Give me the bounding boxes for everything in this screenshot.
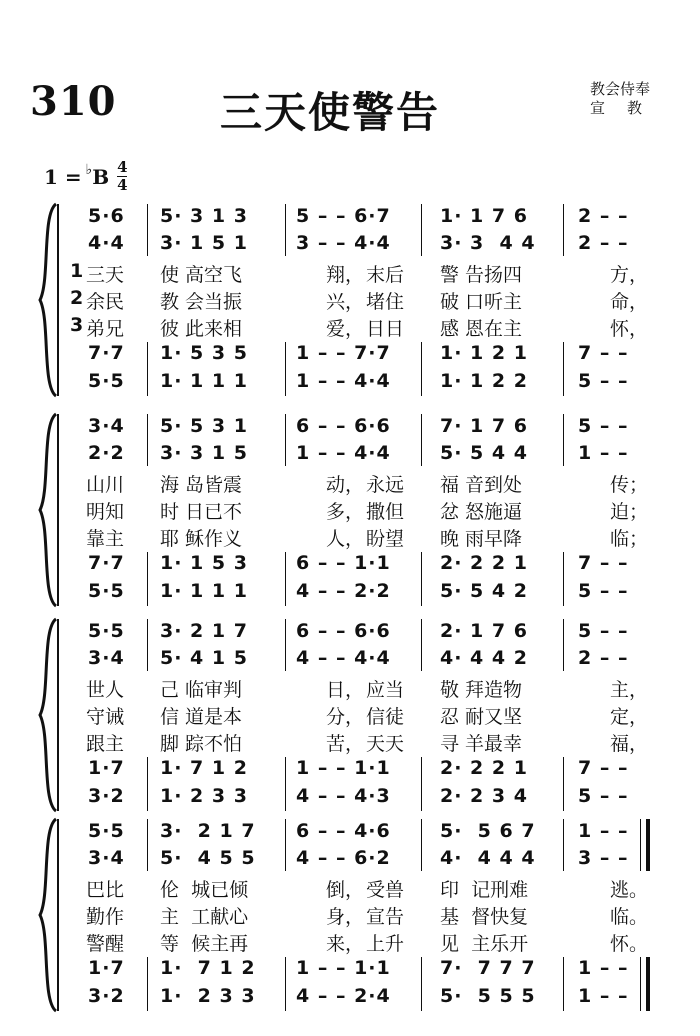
lyric-segment: 命， xyxy=(610,291,649,313)
lyric-segment: 警醒 xyxy=(86,933,125,955)
bass-measure: 5·5 xyxy=(88,580,125,602)
bass-notes-row xyxy=(0,580,700,606)
soprano-notes-row xyxy=(0,415,700,441)
tenor-notes-row xyxy=(0,757,700,783)
bass-measure: 1· 1 1 1 xyxy=(160,370,248,392)
lyric-segment: 弟兄 xyxy=(86,318,125,340)
alto-notes-row xyxy=(0,647,700,673)
soprano-measure: 3· 2 1 7 xyxy=(160,620,248,642)
lyric-segment: 守诫 xyxy=(86,706,125,728)
bass-measure: 4 – – 2·2 xyxy=(296,580,391,602)
lyric-line xyxy=(0,314,700,340)
lyric-segment: 敬 拜造物 xyxy=(440,679,523,701)
tenor-measure: 7 – – xyxy=(578,757,629,779)
lyric-segment: 受兽 xyxy=(366,879,405,901)
bass-notes-row xyxy=(0,370,700,396)
lyric-segment: 怀。 xyxy=(610,933,649,955)
lyric-line xyxy=(0,929,700,955)
bass-measure: 5 – – xyxy=(578,370,629,392)
tenor-measure: 7·7 xyxy=(88,552,125,574)
alto-measure: 3· 3 1 5 xyxy=(160,442,248,464)
verse-number: 2 xyxy=(70,287,84,309)
tenor-measure: 1· 1 5 3 xyxy=(160,552,248,574)
lyric-segment: 传； xyxy=(610,474,649,496)
soprano-measure: 6 – – 4·6 xyxy=(296,820,391,842)
soprano-notes-row xyxy=(0,820,700,846)
lyric-segment: 教 会当振 xyxy=(160,291,243,313)
tenor-notes-row xyxy=(0,342,700,368)
lyric-segment: 靠主 xyxy=(86,528,125,550)
alto-measure: 4· 4 4 2 xyxy=(440,647,528,669)
lyric-line xyxy=(0,524,700,550)
lyric-segment: 福， xyxy=(610,733,649,755)
tenor-measure: 7· 7 7 7 xyxy=(440,957,536,979)
bass-measure: 1 – – 4·4 xyxy=(296,370,391,392)
lyric-segment: 多， xyxy=(326,501,365,523)
soprano-measure: 1· 1 7 6 xyxy=(440,205,528,227)
lyric-segment: 基 督快复 xyxy=(440,906,529,928)
tenor-measure: 1· 7 1 2 xyxy=(160,957,256,979)
lyric-segment: 盼望 xyxy=(366,528,405,550)
soprano-measure: 5·6 xyxy=(88,205,125,227)
lyric-segment: 忍 耐又坚 xyxy=(440,706,523,728)
lyric-segment: 上升 xyxy=(366,933,405,955)
bass-measure: 1· 2 3 3 xyxy=(160,985,256,1007)
lyric-segment: 末后 xyxy=(366,264,405,286)
tenor-measure: 1 – – 7·7 xyxy=(296,342,391,364)
alto-measure: 4·4 xyxy=(88,232,125,254)
time-signature-bottom: 4 xyxy=(117,176,128,194)
alto-measure: 4· 4 4 4 xyxy=(440,847,536,869)
alto-measure: 4 – – 6·2 xyxy=(296,847,391,869)
lyric-segment: 等 候主再 xyxy=(160,933,249,955)
soprano-measure: 5·5 xyxy=(88,620,125,642)
bass-measure: 5· 5 5 5 xyxy=(440,985,536,1007)
bass-measure: 1· 2 3 3 xyxy=(160,785,248,807)
lyric-segment: 苦， xyxy=(326,733,365,755)
bass-measure: 4 – – 2·4 xyxy=(296,985,391,1007)
verse-number: 3 xyxy=(70,314,84,336)
tenor-measure: 2· 2 2 1 xyxy=(440,552,528,574)
lyric-segment: 使 高空飞 xyxy=(160,264,243,286)
lyric-segment: 印 记刑难 xyxy=(440,879,529,901)
lyric-segment: 兴， xyxy=(326,291,365,313)
lyric-line xyxy=(0,470,700,496)
lyric-segment: 时 日已不 xyxy=(160,501,243,523)
lyric-segment: 信徒 xyxy=(366,706,405,728)
lyric-segment: 勤作 xyxy=(86,906,125,928)
bass-measure: 3·2 xyxy=(88,785,125,807)
lyric-segment: 脚 踪不怕 xyxy=(160,733,243,755)
lyric-segment: 破 口听主 xyxy=(440,291,523,313)
lyric-segment: 耶 稣作义 xyxy=(160,528,243,550)
alto-notes-row xyxy=(0,232,700,258)
category-line-2: 宣教 xyxy=(590,99,665,117)
tenor-measure: 1· 7 1 2 xyxy=(160,757,248,779)
lyric-segment: 己 临审判 xyxy=(160,679,243,701)
flat-icon: ♭ xyxy=(85,161,93,178)
hymn-category xyxy=(590,80,664,118)
lyric-segment: 撒但 xyxy=(366,501,405,523)
score-system xyxy=(0,410,700,610)
lyric-segment: 来， xyxy=(326,933,365,955)
lyric-segment: 分， xyxy=(326,706,365,728)
lyric-line xyxy=(0,287,700,313)
bass-measure: 1· 1 2 2 xyxy=(440,370,528,392)
tenor-measure: 1·7 xyxy=(88,957,125,979)
alto-measure: 4 – – 4·4 xyxy=(296,647,391,669)
soprano-measure: 5 – – xyxy=(578,415,629,437)
alto-measure: 2 – – xyxy=(578,647,629,669)
category-line-1: 教会侍奉 xyxy=(590,80,651,98)
soprano-measure: 2· 1 7 6 xyxy=(440,620,528,642)
lyric-segment: 翔， xyxy=(326,264,365,286)
lyric-segment: 主 工献心 xyxy=(160,906,249,928)
lyric-segment: 世人 xyxy=(86,679,125,701)
lyric-segment: 日， xyxy=(326,679,365,701)
lyric-line xyxy=(0,497,700,523)
tenor-measure: 1 – – xyxy=(578,957,629,979)
bass-notes-row xyxy=(0,785,700,811)
bass-measure: 4 – – 4·3 xyxy=(296,785,391,807)
tenor-notes-row xyxy=(0,957,700,983)
lyric-segment: 福 音到处 xyxy=(440,474,523,496)
lyric-segment: 主， xyxy=(610,679,649,701)
lyric-segment: 倒， xyxy=(326,879,365,901)
lyric-segment: 见 主乐开 xyxy=(440,933,529,955)
lyric-line xyxy=(0,675,700,701)
lyric-segment: 明知 xyxy=(86,501,125,523)
lyric-segment: 迫； xyxy=(610,501,649,523)
lyric-segment: 身， xyxy=(326,906,365,928)
alto-measure: 1 – – 4·4 xyxy=(296,442,391,464)
lyric-segment: 警 告扬四 xyxy=(440,264,523,286)
alto-measure: 3·4 xyxy=(88,647,125,669)
tenor-measure: 1·7 xyxy=(88,757,125,779)
alto-measure: 1 – – xyxy=(578,442,629,464)
hymn-title: 三天使警告 xyxy=(220,88,441,137)
alto-measure: 5· 4 1 5 xyxy=(160,647,248,669)
soprano-measure: 6 – – 6·6 xyxy=(296,415,391,437)
alto-measure: 5· 5 4 4 xyxy=(440,442,528,464)
alto-measure: 5· 4 5 5 xyxy=(160,847,256,869)
key-signature xyxy=(44,160,128,193)
lyric-segment: 信 道是本 xyxy=(160,706,243,728)
alto-measure: 3· 1 5 1 xyxy=(160,232,248,254)
lyric-segment: 逃。 xyxy=(610,879,649,901)
alto-measure: 3 – – xyxy=(578,847,629,869)
lyric-segment: 怀， xyxy=(610,318,649,340)
score-system xyxy=(0,815,700,1015)
lyric-segment: 永远 xyxy=(366,474,405,496)
lyric-segment: 日日 xyxy=(366,318,405,340)
soprano-measure: 5· 5 3 1 xyxy=(160,415,248,437)
soprano-measure: 3·4 xyxy=(88,415,125,437)
bass-measure: 2· 2 3 4 xyxy=(440,785,528,807)
lyric-line xyxy=(0,902,700,928)
alto-measure: 3·4 xyxy=(88,847,125,869)
lyric-segment: 动， xyxy=(326,474,365,496)
alto-measure: 2 – – xyxy=(578,232,629,254)
lyric-segment: 忿 怒施逼 xyxy=(440,501,523,523)
lyric-segment: 伦 城已倾 xyxy=(160,879,249,901)
lyric-segment: 天天 xyxy=(366,733,405,755)
tenor-notes-row xyxy=(0,552,700,578)
lyric-segment: 海 岛皆震 xyxy=(160,474,243,496)
lyric-line xyxy=(0,702,700,728)
key-prefix: 1 = xyxy=(44,164,82,189)
lyric-segment: 临。 xyxy=(610,906,649,928)
time-signature-top: 4 xyxy=(117,158,128,176)
time-signature xyxy=(117,160,127,193)
lyric-segment: 宣告 xyxy=(366,906,405,928)
bass-measure: 5· 5 4 2 xyxy=(440,580,528,602)
soprano-notes-row xyxy=(0,620,700,646)
alto-measure: 2·2 xyxy=(88,442,125,464)
lyric-segment: 应当 xyxy=(366,679,405,701)
lyric-line xyxy=(0,875,700,901)
soprano-measure: 6 – – 6·6 xyxy=(296,620,391,642)
lyric-segment: 爱， xyxy=(326,318,365,340)
soprano-measure: 7· 1 7 6 xyxy=(440,415,528,437)
soprano-measure: 5 – – xyxy=(578,620,629,642)
tenor-measure: 1 – – 1·1 xyxy=(296,757,391,779)
lyric-line xyxy=(0,729,700,755)
verse-number: 1 xyxy=(70,260,84,282)
tenor-measure: 1 – – 1·1 xyxy=(296,957,391,979)
bass-measure: 1· 1 1 1 xyxy=(160,580,248,602)
soprano-measure: 1 – – xyxy=(578,820,629,842)
lyric-segment: 山川 xyxy=(86,474,125,496)
key-note: B xyxy=(92,164,110,189)
lyric-segment: 定， xyxy=(610,706,649,728)
lyric-segment: 巴比 xyxy=(86,879,125,901)
bass-measure: 3·2 xyxy=(88,985,125,1007)
alto-measure: 3 – – 4·4 xyxy=(296,232,391,254)
score-system xyxy=(0,615,700,815)
lyric-segment: 人， xyxy=(326,528,365,550)
soprano-measure: 3· 2 1 7 xyxy=(160,820,256,842)
tenor-measure: 1· 1 2 1 xyxy=(440,342,528,364)
tenor-measure: 1· 5 3 5 xyxy=(160,342,248,364)
tenor-measure: 6 – – 1·1 xyxy=(296,552,391,574)
bass-measure: 5 – – xyxy=(578,580,629,602)
score-system xyxy=(0,200,700,400)
lyric-line xyxy=(0,260,700,286)
tenor-measure: 7 – – xyxy=(578,342,629,364)
tenor-measure: 7 – – xyxy=(578,552,629,574)
bass-measure: 1 – – xyxy=(578,985,629,1007)
lyric-segment: 彼 此来相 xyxy=(160,318,243,340)
soprano-measure: 5·5 xyxy=(88,820,125,842)
lyric-segment: 三天 xyxy=(86,264,125,286)
lyric-segment: 寻 羊最幸 xyxy=(440,733,523,755)
lyric-segment: 方， xyxy=(610,264,649,286)
lyric-segment: 临； xyxy=(610,528,649,550)
alto-notes-row xyxy=(0,442,700,468)
alto-notes-row xyxy=(0,847,700,873)
bass-measure: 5·5 xyxy=(88,370,125,392)
lyric-segment: 晚 雨早降 xyxy=(440,528,523,550)
soprano-measure: 5· 5 6 7 xyxy=(440,820,536,842)
soprano-notes-row xyxy=(0,205,700,231)
lyric-segment: 跟主 xyxy=(86,733,125,755)
alto-measure: 3· 3 4 4 xyxy=(440,232,536,254)
lyric-segment: 感 恩在主 xyxy=(440,318,523,340)
lyric-segment: 堵住 xyxy=(366,291,405,313)
bass-measure: 5 – – xyxy=(578,785,629,807)
soprano-measure: 2 – – xyxy=(578,205,629,227)
soprano-measure: 5· 3 1 3 xyxy=(160,205,248,227)
bass-notes-row xyxy=(0,985,700,1011)
tenor-measure: 2· 2 2 1 xyxy=(440,757,528,779)
lyric-segment: 余民 xyxy=(86,291,125,313)
tenor-measure: 7·7 xyxy=(88,342,125,364)
hymn-number: 310 xyxy=(30,78,117,125)
soprano-measure: 5 – – 6·7 xyxy=(296,205,391,227)
